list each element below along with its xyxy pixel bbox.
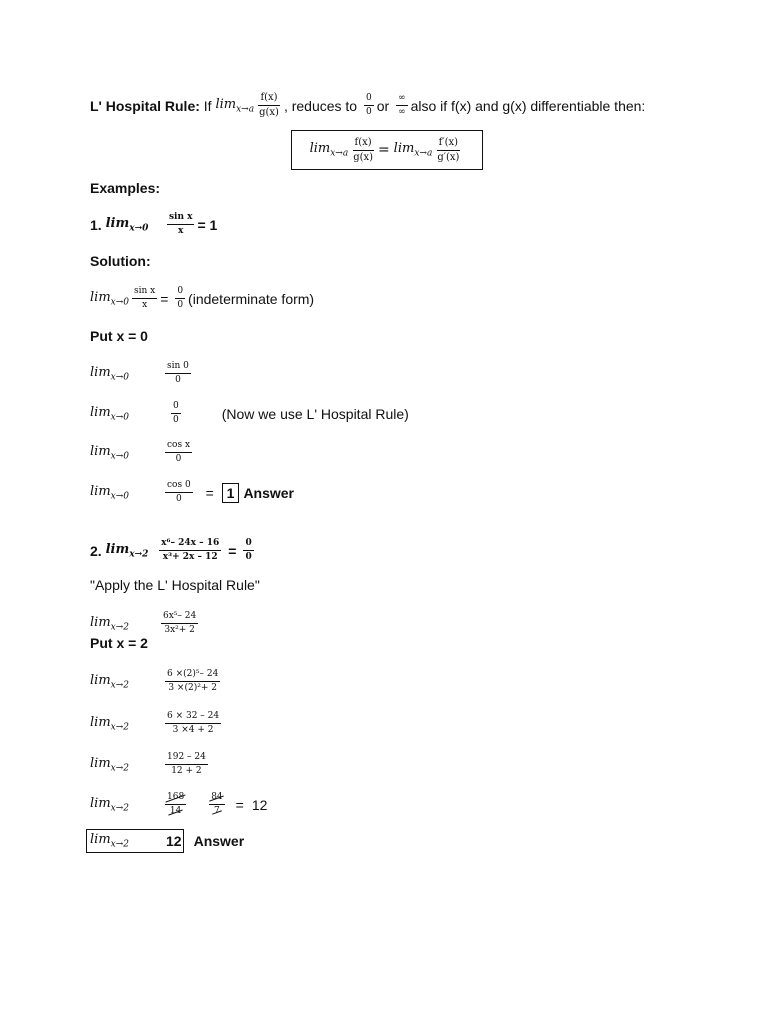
ex1-step-3 <box>90 401 409 426</box>
indeterminate-text: (indeterminate form) <box>188 290 315 307</box>
ex1-step-3-fraction: $\frac{0}{0}$ <box>173 401 179 425</box>
ex1-step-3-lim: $\lim_{x\to 0}$ <box>90 404 129 423</box>
ex1-step-2-fraction: $\frac{\sin 0}{0}$ <box>167 361 189 385</box>
example-1-fraction: $\frac{\text{sin x}}{x}$ <box>168 212 193 236</box>
or-text: or <box>376 97 390 114</box>
ex2-step-1-lim: $\lim_{x\to 2}$ <box>90 614 129 633</box>
ex1-step-1-fraction: $\frac{\text{sin x}}{x}$ <box>134 286 156 310</box>
example-2-fraction: $\frac{\text{x⁶– 24x – 16}}{\text{x³+ 2x – 12}}$ <box>161 538 220 562</box>
examples-heading: Examples: <box>90 180 161 196</box>
formula-lim-right: $\lim_{x\to a}$ <box>393 141 433 159</box>
ex1-step-1-zero-fraction: $\frac{0}{0}$ <box>177 286 184 310</box>
ex1-answer-value: 1 <box>222 483 240 503</box>
example-2-zero-fraction: $\frac{0}{0}$ <box>245 538 252 562</box>
ex1-answer-label: Answer <box>243 484 295 501</box>
ex2-step-5-equals: = <box>235 796 244 813</box>
example-1-result: = 1 <box>197 216 218 233</box>
ex1-step-2 <box>90 361 194 386</box>
rule-title: L' Hospital Rule: <box>90 97 200 114</box>
ex1-step-1-lim: $\lim_{x\to 0}$ <box>90 289 129 308</box>
ex1-step-4 <box>90 440 195 465</box>
ex2-step-1-fraction: $\frac{\text{6x⁵– 24}}{\text{3x²+ 2}}$ <box>163 611 197 635</box>
ex2-step-5-lim: $\lim_{x\to 2}$ <box>90 795 129 814</box>
apply-rule-text: "Apply the L' Hospital Rule" <box>90 577 260 593</box>
lim-expression: $\lim_{x\to a}$ <box>215 96 255 115</box>
ex2-step-4 <box>90 752 211 777</box>
example-1-label: 1. <box>90 216 102 233</box>
formula-lim-left: $\lim_{x\to a}$ <box>309 141 349 159</box>
rule-formula-box <box>291 130 483 170</box>
ex2-step-5-fraction-a: $\frac{168}{14}$ <box>167 792 185 816</box>
ex1-step-1 <box>90 286 314 311</box>
fraction-inf-inf: $\frac{\infty}{\infty}$ <box>398 93 406 117</box>
ex1-step-5-equals: = <box>205 484 214 501</box>
reduces-text: , reduces to <box>283 97 358 114</box>
ex2-step-4-fraction: $\frac{192 - 24}{12 + 2}$ <box>167 752 206 776</box>
ex2-step-5-fraction-b: $\frac{84}{7}$ <box>211 792 223 816</box>
solution-heading: Solution: <box>90 253 151 269</box>
ex1-step-5-fraction: $\frac{\cos 0}{0}$ <box>167 480 191 504</box>
formula-fraction-right: $\frac{f'(x)}{g'(x)}$ <box>437 136 460 163</box>
formula-fraction-left: $\frac{f(x)}{g(x)}$ <box>353 136 374 163</box>
ex2-final-lim: $\lim_{x\to 2}$ <box>90 832 129 850</box>
ex2-put-heading: Put x = 2 <box>90 635 148 651</box>
ex2-step-5-result: 12 <box>251 796 268 813</box>
ex2-step-2-fraction: $\frac{\text{6 ×(2)⁵– 24}}{\text{3 ×(2)²+ 2}}$ <box>167 669 219 693</box>
ex1-step-4-fraction: $\frac{\text{cos x}}{0}$ <box>167 440 191 464</box>
fraction-fx-gx: $\frac{f(x)}{g(x)}$ <box>259 92 279 118</box>
ex1-step-5 <box>90 480 294 505</box>
ex2-step-2-lim: $\lim_{x\to 2}$ <box>90 672 129 691</box>
formula-equals: = <box>378 142 390 158</box>
example-1-lim: $\lim_{x\to 0}$ <box>105 215 149 234</box>
ex2-step-3-lim: $\lim_{x\to 2}$ <box>90 714 129 733</box>
ex2-answer-label: Answer <box>193 832 245 849</box>
ex2-step-3-fraction: $\frac{6 \times 32 - 24}{3 \times 4 + 2}$ <box>167 711 220 735</box>
ex2-step-5 <box>90 792 267 817</box>
ex1-step-3-note: (Now we use L' Hospital Rule) <box>221 405 409 422</box>
example-2-lim: $\lim_{x\to 2}$ <box>105 541 149 560</box>
ex2-final-value: 12 <box>166 832 182 849</box>
ex1-put-heading: Put x = 0 <box>90 328 148 344</box>
example-2-statement <box>90 538 257 563</box>
ex1-step-4-lim: $\lim_{x\to 0}$ <box>90 443 129 462</box>
example-1-statement <box>90 212 217 237</box>
ex2-step-2 <box>90 669 223 694</box>
example-2-equals: = <box>228 542 237 559</box>
rule-statement <box>90 92 645 119</box>
example-2-label: 2. <box>90 542 102 559</box>
ex1-step-2-lim: $\lim_{x\to 0}$ <box>90 364 129 383</box>
ex2-step-3 <box>90 711 224 736</box>
if-text: If <box>203 97 212 114</box>
ex1-step-1-equals: = <box>160 290 169 307</box>
ex2-step-1 <box>90 611 201 636</box>
ex2-step-4-lim: $\lim_{x\to 2}$ <box>90 755 129 774</box>
ex2-final-answer <box>90 832 244 850</box>
ex1-step-5-lim: $\lim_{x\to 0}$ <box>90 483 129 502</box>
fraction-zero-zero: $\frac{0}{0}$ <box>365 93 372 117</box>
differentiable-text: also if f(x) and g(x) differentiable then: <box>410 97 646 114</box>
